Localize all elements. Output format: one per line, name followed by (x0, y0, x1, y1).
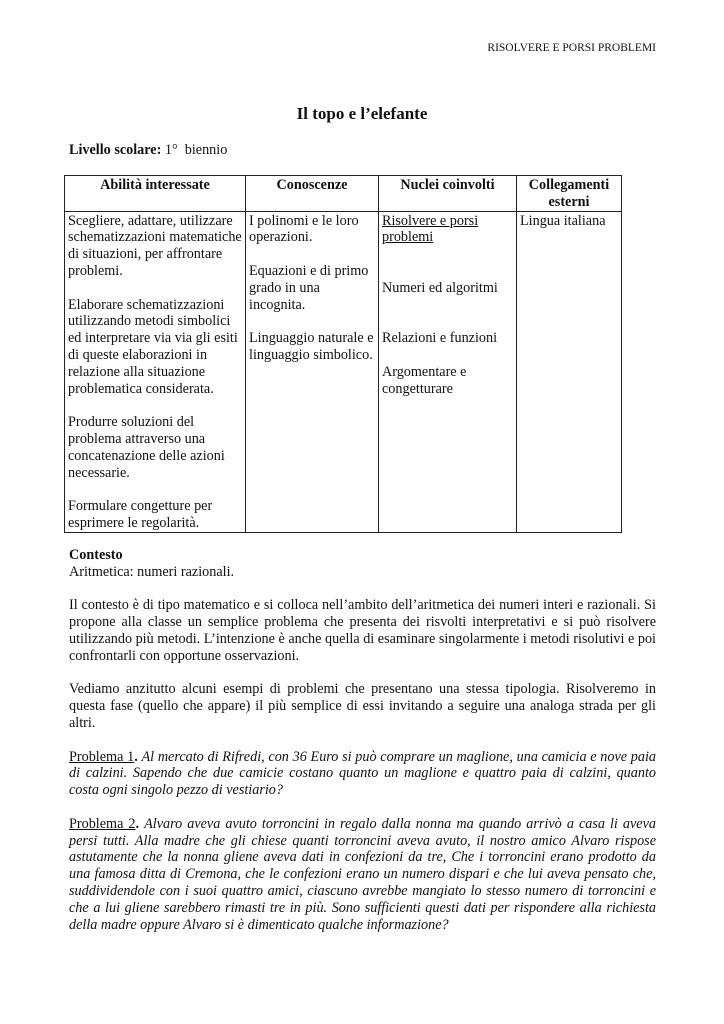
context-heading: Contesto (69, 547, 123, 563)
problem-1-label: Problema 1 (69, 748, 135, 765)
collegamenti-item: Lingua italiana (520, 212, 606, 229)
context-paragraph: Vediamo anzitutto alcuni esempi di problemi che presentano una stessa tipologia. Risolveremo in questa fase (quello che appare) il più semplice di essi invitando a seguire una analoga strada per gli altri. (69, 681, 656, 731)
table-header-row (65, 176, 622, 212)
col-header-conoscenze: Conoscenze (246, 176, 379, 212)
problem-2-text: Alvaro aveva avuto torroncini in regalo dalla nonna ma quando arrivò a casa li aveva persi tutti. Alla madre che gli chiese quanti torroncini aveva avuto, il nostro amico Alvaro rispose astutamente che la nonna gliene aveva dati in confezioni da tre, Che i torroncini erano prodotto da una famosa ditta di Cremona, che le confezioni erano un numero dispari e che lui aveva pensato che, suddividendole con i suoi quattro amici, ciascuno avrebbe mangiato lo stesso numero di torroncini e che a lui gliene sarebbero rimasti tre in più. Sono sufficienti questi dati per rispondere alla richiesta della madre oppure Alvaro si è dimenticato qualche informazione? (69, 815, 656, 933)
abilita-item: Formulare congetture per esprimere le regolarità. (68, 498, 213, 531)
problem-1-sep: . (134, 748, 142, 765)
school-level-label: Livello scolare: (69, 142, 162, 158)
cell-collegamenti (517, 211, 622, 532)
col-header-abilita: Abilità interessate (65, 176, 246, 212)
abilita-item: Elaborare schematizzazioni utilizzando metodi simbolici ed interpretare via via gli esiti di queste elaborazioni in relazione alla situazione problematica considerata. (68, 296, 238, 397)
running-head: RISOLVERE E PORSI PROBLEMI (487, 42, 656, 54)
table-row (65, 211, 622, 532)
col-header-nuclei: Nuclei coinvolti (379, 176, 517, 212)
context-paragraph: Il contesto è di tipo matematico e si colloca nell’ambito dell’aritmetica dei numeri interi e razionali. Si propone alla classe un semplice problema che presenta dei risvolti interpretativi e si può risolvere utilizzando più metodi. L’intenzione è anche quella di esaminare singolarmente i metodi risolutivi e poi confrontarli con opportune osservazioni. (69, 597, 656, 664)
cell-nuclei (379, 211, 517, 532)
page-title: Il topo e l’elefante (296, 104, 428, 123)
nuclei-item: Relazioni e funzioni (382, 330, 498, 347)
problem-2-label: Problema 2 (69, 815, 136, 832)
competencies-table (64, 175, 622, 533)
problem-2-sep: . (135, 815, 145, 832)
problem-1-text: Al mercato di Rifredi, con 36 Euro si può comprare un maglione, una camicia e nove paia di calzini. Sapendo che due camicie costano quanto un maglione e quattro paia di calzini, quanto costa ogni singolo pezzo di vestiario? (69, 748, 657, 799)
context-section (69, 547, 656, 933)
problem-1 (69, 749, 656, 799)
cell-abilita (65, 211, 246, 532)
cell-conoscenze (246, 211, 379, 532)
conoscenze-item: I polinomi e le loro operazioni. (249, 212, 359, 246)
nuclei-item-link[interactable]: Risolvere e porsi problemi (382, 212, 479, 246)
problem-2 (69, 816, 656, 934)
nuclei-item: Argomentare e congetturare (382, 363, 467, 397)
school-level (69, 142, 227, 159)
conoscenze-item: Linguaggio naturale e linguaggio simbolico. (249, 330, 374, 363)
school-level-value: 1° biennio (161, 142, 228, 158)
abilita-item: Produrre soluzioni del problema attraverso una concatenazione delle azioni necessarie. (68, 414, 225, 481)
abilita-item: Scegliere, adattare, utilizzare schematizzazioni matematiche di situazioni, per affrontare problemi. (68, 212, 242, 279)
col-header-collegamenti: Collegamenti esterni (517, 176, 622, 212)
conoscenze-item: Equazioni e di primo grado in una incognita. (249, 262, 369, 313)
nuclei-item: Numeri ed algoritmi (382, 279, 498, 296)
context-subtitle: Aritmetica: numeri razionali. (69, 563, 235, 580)
